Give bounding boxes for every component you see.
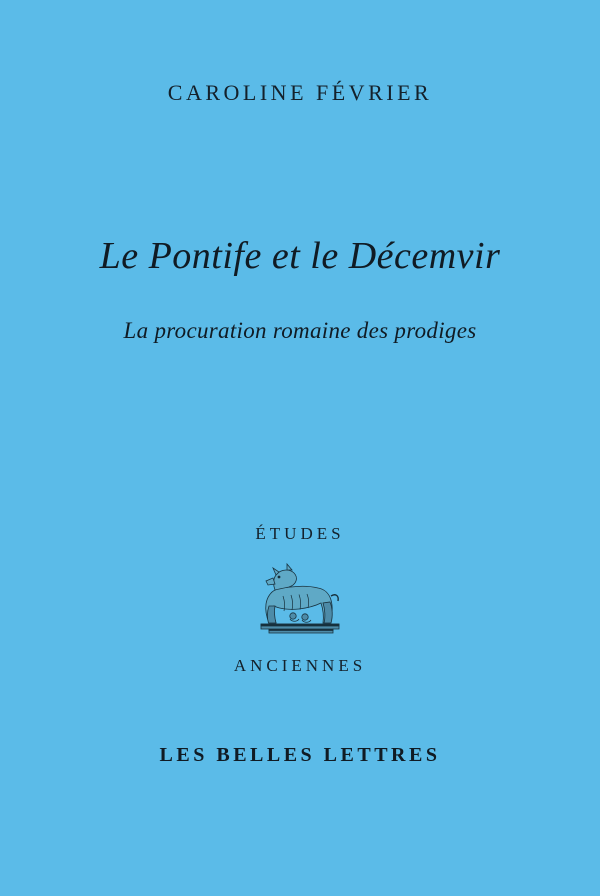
- book-title: Le Pontife et le Décemvir: [99, 235, 501, 277]
- series-block: [0, 524, 600, 676]
- publisher-name: LES BELLES LETTRES: [159, 744, 441, 766]
- capitoline-wolf-icon: [235, 562, 365, 640]
- title-block: [0, 234, 600, 344]
- book-subtitle: La procuration romaine des prodiges: [123, 317, 477, 343]
- series-name-top: ÉTUDES: [255, 524, 345, 543]
- author-name: CAROLINE FÉVRIER: [167, 80, 433, 105]
- series-name-bottom: ANCIENNES: [233, 656, 367, 675]
